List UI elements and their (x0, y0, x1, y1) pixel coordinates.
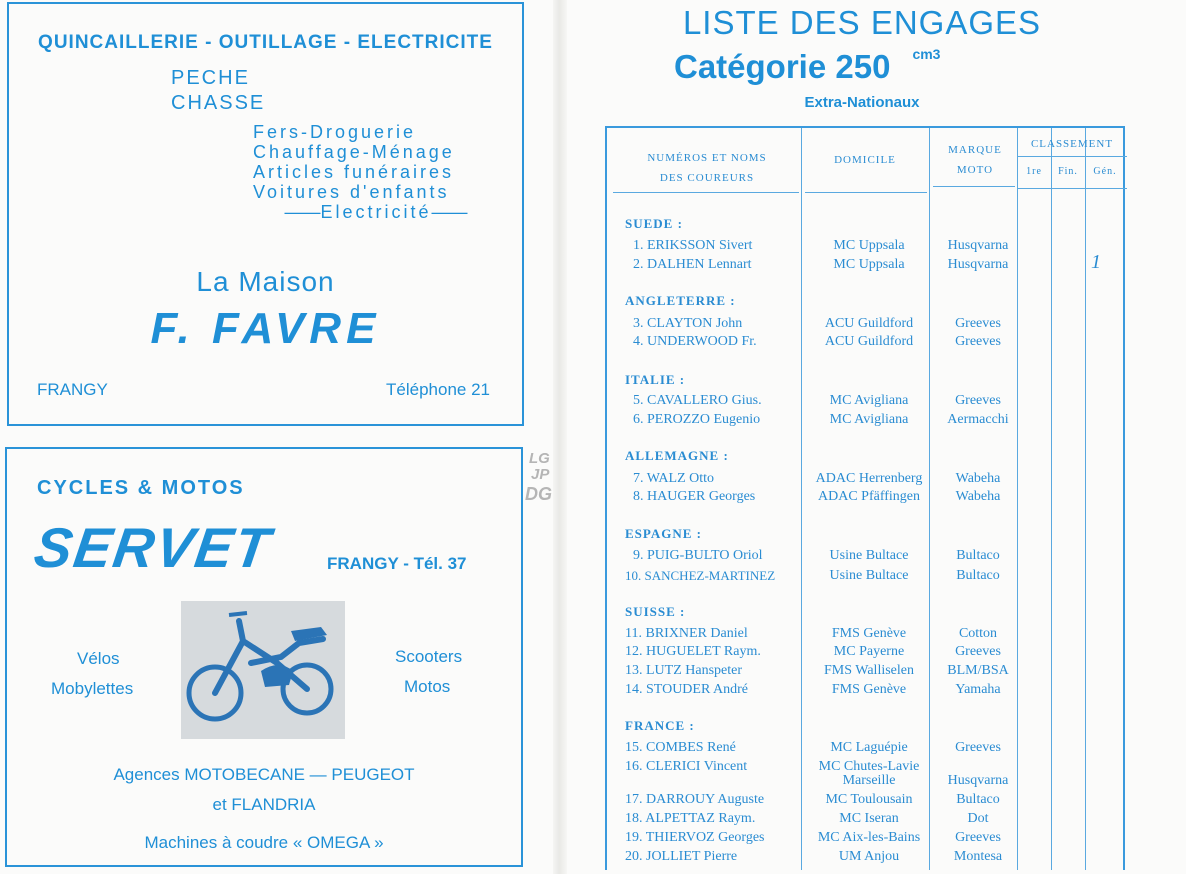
header-marque-line: MOTO (956, 164, 994, 176)
table-row (607, 548, 1127, 566)
rider-club: MC Toulousain (825, 792, 913, 807)
rider-name: 8. HAUGER Georges (633, 489, 756, 504)
rider-club: MC Avigliana (829, 393, 909, 408)
handwritten-mark: 1 (1091, 251, 1101, 273)
rider-name: 3. CLAYTON John (633, 316, 743, 331)
rider-name: 13. LUTZ Hanspeter (625, 663, 743, 678)
ad-sport-item: PECHE (171, 67, 250, 89)
table-row (607, 489, 1127, 507)
watermark-logo (513, 450, 573, 510)
ad-item-scooters: Scooters (395, 647, 463, 666)
moped-photo (181, 601, 345, 739)
country-label: ANGLETERRE : (625, 293, 736, 308)
rider-club: MC Payerne (833, 644, 905, 659)
page-subtitle: Extra-Nationaux (804, 94, 920, 111)
country-label: FRANCE : (625, 718, 695, 733)
rider-club: MC Aix-les-Bains (817, 830, 921, 845)
header-underline (805, 192, 927, 193)
rider-make: Greeves (955, 644, 1001, 659)
header-underline (1017, 156, 1127, 157)
header-marque (933, 140, 1017, 180)
ad-phone: Téléphone 21 (386, 380, 490, 399)
ad-item-velos: Vélos (77, 649, 120, 668)
rider-make: Bultaco (956, 548, 1000, 563)
rider-club: FMS Genève (831, 626, 907, 641)
page-fold (553, 0, 567, 874)
rider-club: Usine Bultace (829, 548, 909, 563)
table-row (607, 251, 1127, 275)
header-names-line: NUMÉROS ET NOMS (647, 152, 767, 164)
entries-table (605, 126, 1125, 870)
ad-brand-name: SERVET (30, 516, 276, 579)
country-label: ESPAGNE : (625, 526, 703, 541)
table-row (607, 811, 1127, 829)
rider-club: Marseille (842, 773, 896, 788)
moped-image (181, 601, 345, 739)
rider-name: 9. PUIG-BULTO Oriol (633, 548, 763, 563)
rider-make: Husqvarna (947, 773, 1009, 788)
header-1re: 1re (1026, 166, 1042, 177)
ad-machines: Machines à coudre « OMEGA » (144, 833, 384, 852)
rider-make: BLM/BSA (947, 663, 1009, 678)
watermark-text: JP (531, 466, 550, 483)
country-label: SUISSE : (625, 604, 686, 619)
header-underline (613, 192, 799, 193)
ad-town: FRANGY (37, 380, 108, 399)
rider-make: Greeves (955, 334, 1001, 349)
category-title (674, 48, 940, 86)
rider-club: ACU Guildford (824, 316, 914, 331)
table-row (607, 471, 1127, 489)
favre-advertisement (7, 2, 524, 426)
rider-name: 14. STOUDER André (625, 682, 749, 697)
ad-sport-item: CHASSE (171, 92, 266, 114)
rider-make: Bultaco (956, 568, 1000, 583)
ad-company-name: F. FAVRE (150, 304, 381, 353)
country-label: SUEDE : (625, 216, 683, 231)
header-classement: CLASSEMENT (1030, 138, 1114, 150)
rider-make: Greeves (955, 740, 1001, 755)
table-row (607, 238, 1127, 256)
table-row (607, 773, 1127, 791)
rider-name: 18. ALPETTAZ Raym. (625, 811, 756, 826)
ad-product-item: Articles funéraires (253, 162, 455, 182)
rider-club: ADAC Pfäffingen (817, 489, 920, 504)
rider-make: Wabeha (955, 489, 1001, 504)
table-row (607, 740, 1127, 758)
ad-item-mobylettes: Mobylettes (51, 679, 134, 698)
table-row (607, 663, 1127, 681)
header-names (617, 148, 797, 188)
country-label: ITALIE : (625, 372, 686, 387)
table-row (607, 682, 1127, 700)
ad-item-motos: Motos (404, 677, 451, 696)
rider-name: 4. UNDERWOOD Fr. (633, 334, 757, 349)
rider-club: MC Laguépie (830, 740, 908, 755)
header-underline (933, 186, 1015, 187)
rider-make: Cotton (958, 626, 998, 641)
header-domicile: DOMICILE (834, 154, 896, 166)
rider-name: 5. CAVALLERO Gius. (633, 393, 762, 408)
rider-make: Dot (967, 811, 989, 826)
rider-name: 6. PEROZZO Eugenio (633, 412, 761, 427)
ad-product-item: Voitures d'enfants (253, 182, 450, 202)
page-title: LISTE DES ENGAGES (682, 4, 1042, 41)
rider-club: MC Uppsala (833, 238, 905, 253)
rider-club: UM Anjou (838, 849, 900, 864)
ad-product-list (253, 122, 499, 222)
rider-club: FMS Walliselen (823, 663, 914, 678)
rider-club: FMS Genève (831, 682, 907, 697)
rider-make: Aermacchi (947, 412, 1009, 427)
table-row (607, 393, 1127, 411)
header-marque-line: MARQUE (948, 144, 1002, 156)
ad-maison: La Maison (196, 266, 335, 297)
table-row (607, 568, 1127, 586)
table-row (607, 316, 1127, 334)
rider-club: ADAC Herrenberg (815, 471, 923, 486)
ad-sports (171, 66, 265, 116)
country-label: ALLEMAGNE : (625, 448, 729, 463)
rider-make: Greeves (955, 316, 1001, 331)
watermark-text: DG (525, 484, 552, 504)
header-underline (1017, 188, 1127, 189)
category-unit: cm3 (912, 46, 941, 62)
rider-make: Wabeha (955, 471, 1001, 486)
rider-name: 15. COMBES René (625, 740, 736, 755)
table-row (607, 626, 1127, 644)
rider-club: MC Chutes-Lavie (818, 759, 920, 774)
servet-advertisement (5, 447, 523, 867)
watermark-text: LG (529, 450, 550, 467)
rider-name: 7. WALZ Otto (633, 471, 715, 486)
rider-make: Bultaco (956, 792, 1000, 807)
rider-make: Husqvarna (947, 257, 1009, 272)
header-names-line: DES COUREURS (659, 172, 755, 184)
rider-club: Usine Bultace (829, 568, 909, 583)
ad-agencies-2: et FLANDRIA (212, 795, 316, 814)
ad-header: QUINCAILLERIE - OUTILLAGE - ELECTRICITE (38, 32, 493, 53)
rider-club: MC Iseran (839, 811, 899, 826)
ad-product-item: Chauffage-Ménage (253, 142, 455, 162)
rider-name: 20. JOLLIET Pierre (625, 849, 738, 864)
ad-electricite-line: ——Electricité—— (284, 202, 468, 222)
header-fin: Fin. (1058, 166, 1078, 177)
rider-club: MC Uppsala (833, 257, 905, 272)
category-text: Catégorie 250 (674, 48, 891, 85)
rider-name: 11. BRIXNER Daniel (625, 626, 748, 641)
table-row (607, 849, 1127, 867)
rider-name: 12. HUGUELET Raym. (625, 644, 761, 659)
ad-agencies: Agences MOTOBECANE — PEUGEOT (113, 765, 415, 784)
table-row (607, 412, 1127, 430)
rider-name: 2. DALHEN Lennart (633, 257, 752, 272)
rider-make: Greeves (955, 830, 1001, 845)
rider-name: 1. ERIKSSON Sivert (633, 238, 753, 253)
ad-electricite: Electricité (320, 202, 432, 222)
rider-make: Yamaha (955, 682, 1001, 697)
rider-make: Husqvarna (947, 238, 1009, 253)
header-gen: Gén. (1093, 166, 1117, 177)
rider-name: 10. SANCHEZ-MARTINEZ (625, 568, 776, 583)
ad-town-phone: FRANGY - Tél. 37 (327, 554, 467, 573)
rider-name: 17. DARROUY Auguste (625, 792, 765, 807)
rider-make: Greeves (955, 393, 1001, 408)
rider-name: 19. THIERVOZ Georges (625, 830, 765, 845)
rider-club: ACU Guildford (824, 334, 914, 349)
ad-product-item: Fers-Droguerie (253, 122, 417, 142)
ad-header: CYCLES & MOTOS (37, 477, 245, 499)
rider-make: Montesa (953, 849, 1003, 864)
table-row (607, 830, 1127, 848)
table-row (607, 792, 1127, 810)
rider-name: 16. CLERICI Vincent (625, 759, 748, 774)
rider-club: MC Avigliana (829, 412, 909, 427)
table-row (607, 334, 1127, 352)
table-row (607, 644, 1127, 662)
